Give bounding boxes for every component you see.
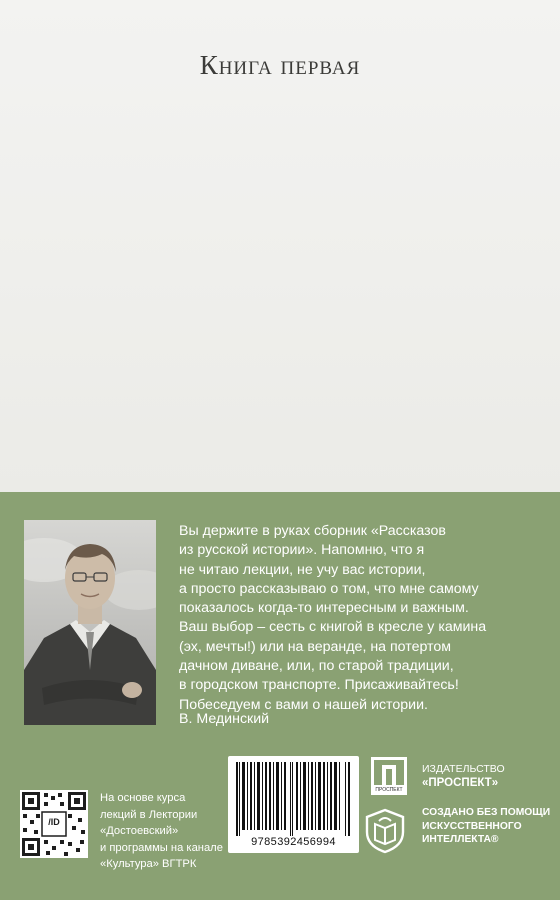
course-note-line: и программы на канале [100,841,223,854]
qr-center-label: /ID [48,817,60,827]
no-ai-label-line: ИСКУССТВЕННОГО [422,820,522,832]
author-portrait [24,520,156,725]
author-portrait-illustration [24,520,156,725]
isbn-number: 9785392456994 [251,836,336,848]
publisher-label-line: ИЗДАТЕЛЬСТВО [422,763,505,775]
book-shield-icon [364,808,406,854]
course-note-line: «Достоевский» [100,825,179,837]
blurb-line: в городском транспорте. Присаживайтесь! [179,677,459,694]
blurb-line: не читаю лекции, не учу вас истории, [179,561,426,578]
no-ai-label-line: СОЗДАНО БЕЗ ПОМОЩИ [422,807,551,818]
blurb-line: показалось когда-то интересным и важным. [179,600,469,617]
blurb-line: Ваш выбор – сесть с книгой в кресле у камина [179,619,487,636]
isbn-barcode [228,756,359,853]
blurb-line: (эх, мечты!) или на веранде, на потертом [179,638,452,655]
author-blurb [179,522,551,715]
publisher-label [422,763,505,790]
no-ai-badge [364,808,406,854]
blurb-line: Вы держите в руках сборник «Рассказов [179,523,446,539]
barcode-bars [228,756,359,836]
course-note [100,790,223,873]
course-note-line: лекций в Лектории [100,808,198,821]
blurb-line: дачном диване, или, по старой традиции, [179,658,454,675]
no-ai-label-line: ИНТЕЛЛЕКТА® [422,834,499,845]
publisher-logo-text: ПРОСПЕКТ [375,787,403,793]
course-note-line: «Культура» ВГТРК [100,858,197,870]
book-title: Книга первая [199,50,361,80]
blurb-line: Побеседуем с вами о нашей истории. [179,696,428,713]
no-ai-label [422,806,550,847]
blurb-line: а просто рассказываю о том, что мне самому [179,580,479,597]
author-signature: В. Мединский [179,711,270,727]
qr-code[interactable] [20,790,88,858]
course-note-line: На основе курса [100,792,186,804]
publisher-name: «ПРОСПЕКТ» [422,776,499,789]
blurb-line: из русской истории». Напомню, что я [179,542,425,559]
publisher-logo [371,757,407,795]
